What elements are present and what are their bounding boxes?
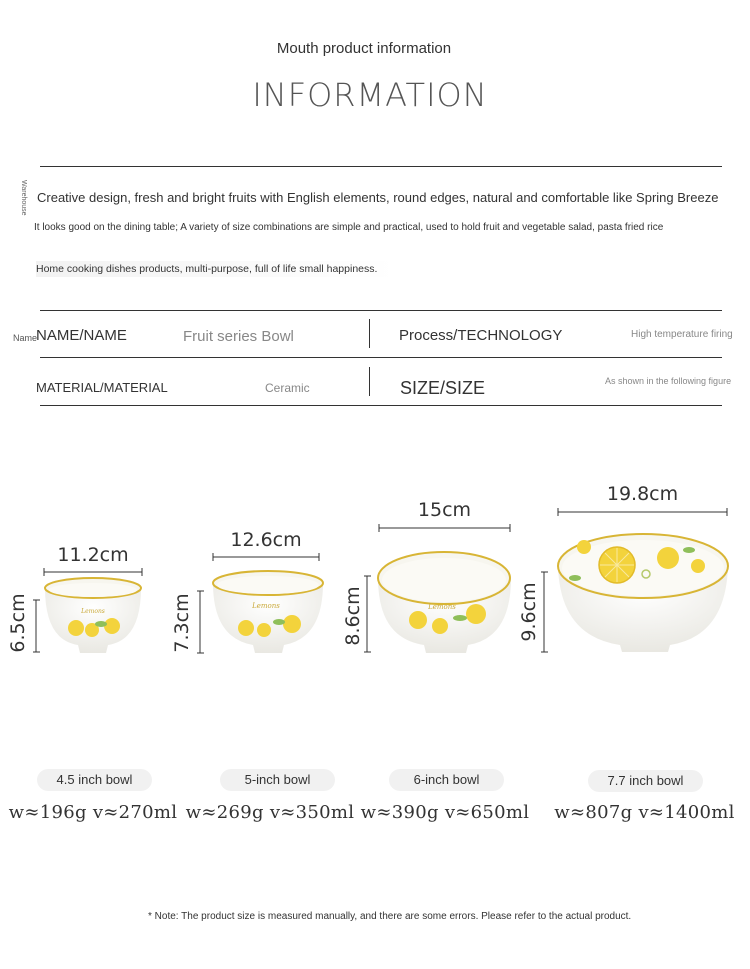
material-label: MATERIAL/MATERIAL bbox=[36, 380, 168, 395]
bowl-1-spec: w≈196g v≈270ml bbox=[8, 802, 178, 823]
bowl-4-name: 7.7 inch bowl bbox=[588, 770, 703, 792]
svg-text:Lemons: Lemons bbox=[252, 602, 280, 610]
bowl-large-image bbox=[364, 524, 511, 653]
process-label: Process/TECHNOLOGY bbox=[399, 327, 563, 344]
bowl-4-spec: w≈807g v≈1400ml bbox=[554, 802, 735, 823]
size-value: As shown in the following figure bbox=[605, 376, 732, 386]
bowl-1-name: 4.5 inch bowl bbox=[37, 769, 152, 791]
name-value: Fruit series Bowl bbox=[183, 328, 294, 345]
section-subtitle: Mouth product information bbox=[276, 40, 452, 57]
description-side-label: Warehouse bbox=[20, 180, 27, 216]
bowl-4-width: 19.8cm bbox=[606, 483, 679, 505]
bowl-xlarge-image bbox=[541, 508, 728, 652]
svg-text:Lemons: Lemons bbox=[428, 603, 456, 611]
bowl-2-height: 7.3cm bbox=[171, 593, 193, 653]
bowl-4-height: 9.6cm bbox=[518, 582, 540, 642]
measurement-note: * Note: The product size is measured manually, and there are some errors. Please refer to the actual product. bbox=[148, 911, 632, 922]
svg-text:Lemons: Lemons bbox=[81, 608, 105, 615]
bowl-1-width: 11.2cm bbox=[57, 544, 129, 566]
description-line-3: Home cooking dishes products, multi-purpose, full of life small happiness. bbox=[36, 261, 397, 277]
table-side-label: Name bbox=[13, 333, 38, 343]
bowl-small-image bbox=[33, 568, 142, 653]
bowl-2-spec: w≈269g v≈350ml bbox=[185, 802, 355, 823]
bowl-3-name: 6-inch bowl bbox=[389, 769, 504, 791]
process-value: High temperature firing bbox=[631, 329, 733, 340]
bowl-3-spec: w≈390g v≈650ml bbox=[360, 802, 530, 823]
description-line-2: It looks good on the dining table; A variety of size combinations are simple and practical, used to hold fruit and vegetable salad, pasta fried rice bbox=[34, 222, 664, 233]
bowl-3-height: 8.6cm bbox=[342, 586, 364, 646]
size-label: SIZE/SIZE bbox=[400, 378, 486, 398]
name-label: NAME/NAME bbox=[36, 327, 127, 344]
bowl-2-name: 5-inch bowl bbox=[220, 769, 335, 791]
bowl-3-width: 15cm bbox=[417, 499, 472, 521]
bowl-2-width: 12.6cm bbox=[230, 529, 302, 551]
description-line-1: Creative design, fresh and bright fruits with English elements, round edges, natural and comfortable like Spring Breeze bbox=[37, 190, 719, 205]
bowl-1-height: 6.5cm bbox=[7, 593, 29, 653]
material-value: Ceramic bbox=[265, 381, 310, 395]
section-title: INFORMATION bbox=[252, 76, 488, 114]
bowl-medium-image bbox=[197, 553, 323, 653]
